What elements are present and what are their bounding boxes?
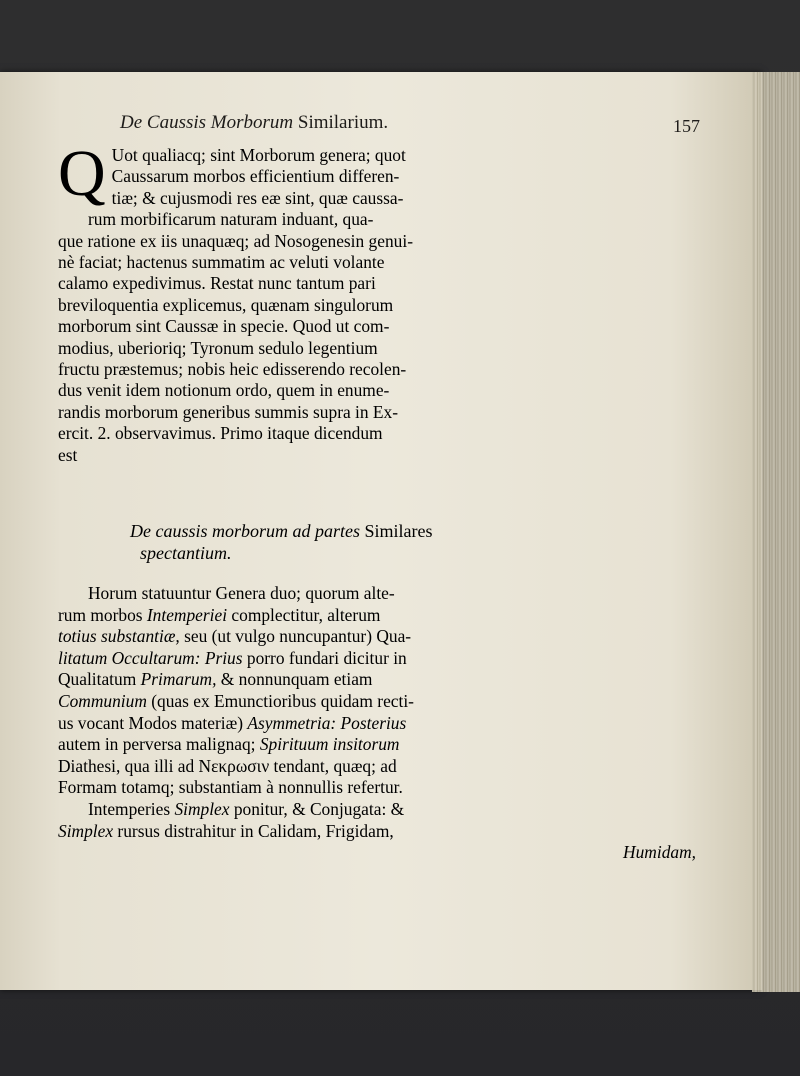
p2-roman: rursus distrahitur in Calidam, Frigidam, [113, 820, 394, 841]
p2-italic: Spirituum insitorum [259, 734, 400, 755]
p2-line [58, 626, 698, 648]
p1-line: nè faciat; hactenus summatim ac veluti volante [58, 252, 385, 273]
drop-cap: Q [58, 137, 106, 210]
p2-roman: Qualitatum [58, 669, 141, 690]
p2-roman: Intemperies [88, 798, 175, 819]
p2-roman: Horum statuuntur Genera duo; quorum alte- [88, 583, 395, 603]
page-number: 157 [673, 116, 700, 136]
p2-line [58, 605, 698, 627]
heading-line-2: spectantium. [140, 543, 232, 563]
p1-line: dus venit idem notionum ordo, quem in enume- [58, 380, 390, 401]
p2-line [58, 799, 698, 821]
heading-line-1 [130, 520, 690, 542]
heading-roman: Similares [364, 521, 433, 541]
p1-line: est [58, 444, 78, 465]
p2-roman: Diathesi, qua illi ad Νεκρωσιν tendant, quæq; ad [58, 755, 397, 776]
p1-line: randis morborum generibus summis supra in Ex- [58, 401, 399, 422]
p2-line [58, 669, 698, 691]
p1-line: calamo expedivimus. Restat nunc tantum pari [58, 273, 376, 294]
p2-roman: us vocant Modos materiæ) [58, 712, 248, 733]
running-head-title [120, 112, 388, 134]
running-head-roman: Similarium. [297, 112, 389, 133]
heading-italic: De caussis morborum ad partes [130, 521, 361, 541]
p1-line: ercit. 2. observavimus. Primo itaque dicendum [58, 423, 383, 444]
p1-line: breviloquentia explicemus, quænam singulorum [58, 294, 394, 315]
p2-italic: Asymmetria: Posterius [247, 712, 407, 733]
p1-line: morborum sint Caussæ in specie. Quod ut com- [58, 316, 390, 337]
p2-roman: Formam totamq; substantiam à nonnullis refertur. [58, 777, 403, 798]
p2-line [58, 691, 698, 713]
p2-line [58, 648, 698, 670]
p2-italic: Humidam, [623, 842, 696, 863]
p2-roman: complectitur, alterum [227, 604, 381, 625]
p2-line [58, 842, 698, 864]
p2-italic: totius substantiæ, [58, 626, 180, 647]
p2-line [58, 713, 698, 735]
section-heading [130, 520, 690, 564]
p2-italic: Intemperiei [146, 604, 228, 625]
paragraph-2 [58, 583, 698, 864]
p1-line: modius, uberioriq; Tyronum sedulo legentium [58, 337, 378, 358]
p1-line: rum morbificarum naturam induant, qua- [88, 209, 374, 230]
running-head [120, 112, 700, 142]
p2-roman: ponitur, & Conjugata: & [229, 798, 405, 819]
p2-italic: Communium [58, 690, 147, 711]
p2-italic: Primarum, [140, 669, 217, 690]
p2-line [58, 583, 698, 605]
p2-italic: Simplex [58, 820, 114, 841]
p2-roman: porro fundari dicitur in [242, 647, 407, 668]
running-head-italic: De Caussis Morborum [120, 112, 294, 133]
p2-roman: autem in perversa malignaq; [58, 734, 260, 755]
p1-line: Uot qualiacq; sint Morborum genera; quot [111, 145, 406, 165]
paragraph-1 [58, 137, 698, 466]
p2-line [58, 821, 698, 843]
p1-line: tiæ; & cujusmodi res eæ sint, quæ caussa- [111, 187, 404, 208]
p2-italic: litatum Occultarum: Prius [58, 647, 243, 668]
p2-line [58, 777, 698, 799]
p1-line: que ratione ex iis unaquæq; ad Nosogenesin genui- [58, 230, 413, 251]
p1-line: Caussarum morbos efficientium differen- [111, 166, 400, 187]
p2-roman: rum morbos [58, 604, 147, 625]
p2-roman: (quas ex Emunctioribus quidam recti- [146, 690, 414, 711]
page-stack-edge [752, 72, 800, 992]
p1-line: fructu præstemus; nobis heic edisserendo recolen- [58, 359, 407, 380]
p2-roman: & nonnunquam etiam [216, 669, 373, 690]
p2-line [58, 734, 698, 756]
p2-line [58, 756, 698, 778]
p2-roman: seu (ut vulgo nuncupantur) Qua- [179, 626, 412, 647]
p2-italic: Simplex [174, 798, 230, 819]
